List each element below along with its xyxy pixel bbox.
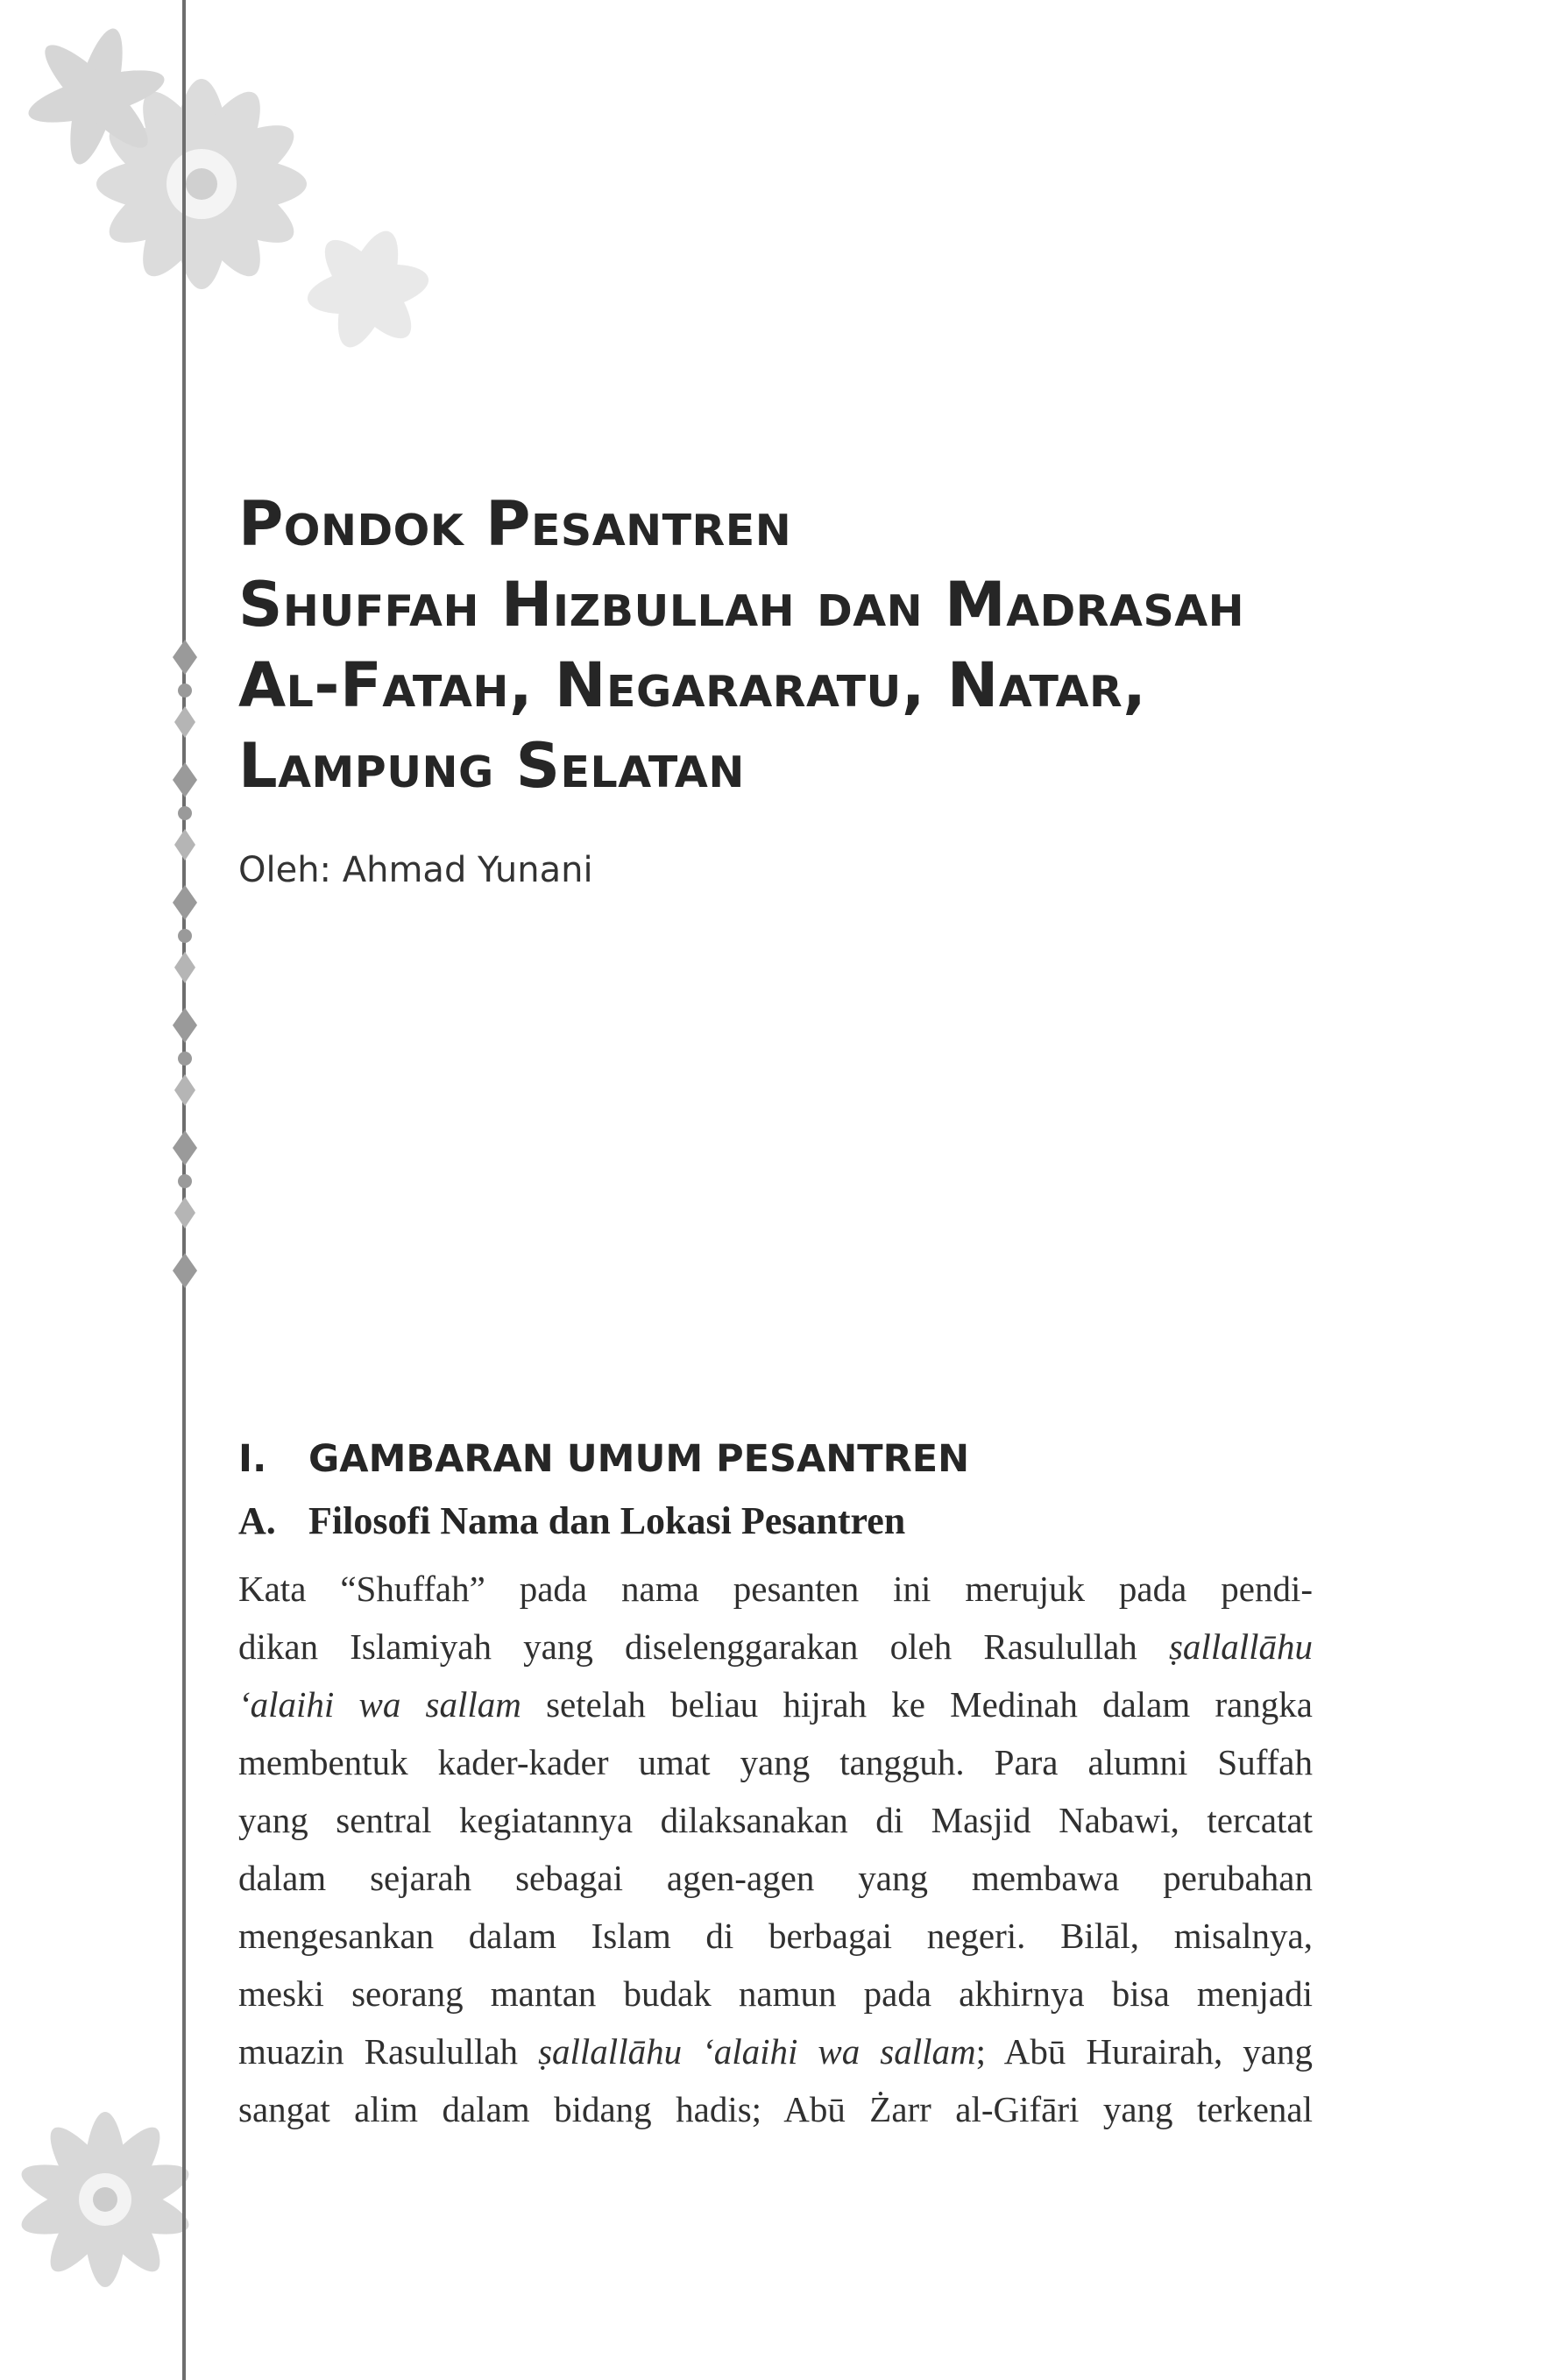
diamond-chain-ornament-icon [154, 640, 216, 1306]
paragraph-line [238, 1675, 1313, 1733]
paragraph-line [238, 1849, 1313, 1907]
line-text: ; Abū Hurairah, yang [975, 2031, 1313, 2072]
title-line-2: Shuffah Hizbullah dan Madrasah [238, 569, 1245, 641]
subsection-heading [238, 1498, 905, 1543]
line-text: muazin Rasulullah [238, 2031, 539, 2072]
line-text: dikan Islamiyah yang diselenggarakan oleh Rasulullah [238, 1626, 1169, 1667]
paragraph-line [238, 2022, 1313, 2080]
section-heading-text: GAMBARAN UMUM PESANTREN [308, 1437, 970, 1481]
subsection-heading-text: Filosofi Nama dan Lokasi Pesantren [308, 1499, 906, 1542]
title-line-3: Al-Fatah, Negararatu, Natar, [238, 649, 1147, 721]
italic-phrase: ṣallallāhu ‘alaihi wa sallam [538, 2031, 976, 2072]
title-line-4: Lampung Selatan [238, 730, 745, 802]
paragraph-line [238, 1733, 1313, 1791]
floral-ornament-top-icon [0, 0, 491, 421]
author-byline: Oleh: Ahmad Yunani [238, 850, 593, 890]
paragraph-line [238, 2080, 1313, 2138]
floral-ornament-bottom-icon [0, 2015, 263, 2380]
chapter-title [238, 484, 1404, 806]
body-paragraph [238, 1560, 1313, 2138]
line-text: Kata “Shuffah” pada nama pesanten ini merujuk pada pendi- [238, 1569, 1313, 1609]
line-text: meski seorang mantan budak namun pada akhirnya bisa menjadi [238, 1973, 1313, 2014]
paragraph-line [238, 1907, 1313, 1965]
subsection-number: A. [238, 1499, 276, 1542]
italic-phrase: ṣallallāhu [1168, 1626, 1313, 1667]
line-text: sangat alim dalam bidang hadis; Abū Żarr al-Gifāri yang terkenal [238, 2089, 1313, 2129]
paragraph-line [238, 1618, 1313, 1675]
title-line-1: Pondok Pesantren [238, 488, 792, 560]
line-text: membentuk kader-kader umat yang tangguh. Para alumni Suffah [238, 1742, 1313, 1782]
paragraph-line [238, 1965, 1313, 2022]
line-text: yang sentral kegiatannya dilaksanakan di Masjid Nabawi, tercatat [238, 1800, 1313, 1840]
line-text: dalam sejarah sebagai agen-agen yang membawa perubahan [238, 1858, 1313, 1898]
line-text: mengesankan dalam Islam di berbagai negeri. Bilāl, misalnya, [238, 1916, 1313, 1956]
italic-phrase: ‘alaihi wa sallam [238, 1684, 521, 1725]
section-number: I. [238, 1437, 267, 1481]
paragraph-line [238, 1560, 1313, 1618]
section-heading [238, 1437, 969, 1481]
paragraph-line [238, 1791, 1313, 1849]
line-text: setelah beliau hijrah ke Medinah dalam rangka [521, 1684, 1313, 1725]
